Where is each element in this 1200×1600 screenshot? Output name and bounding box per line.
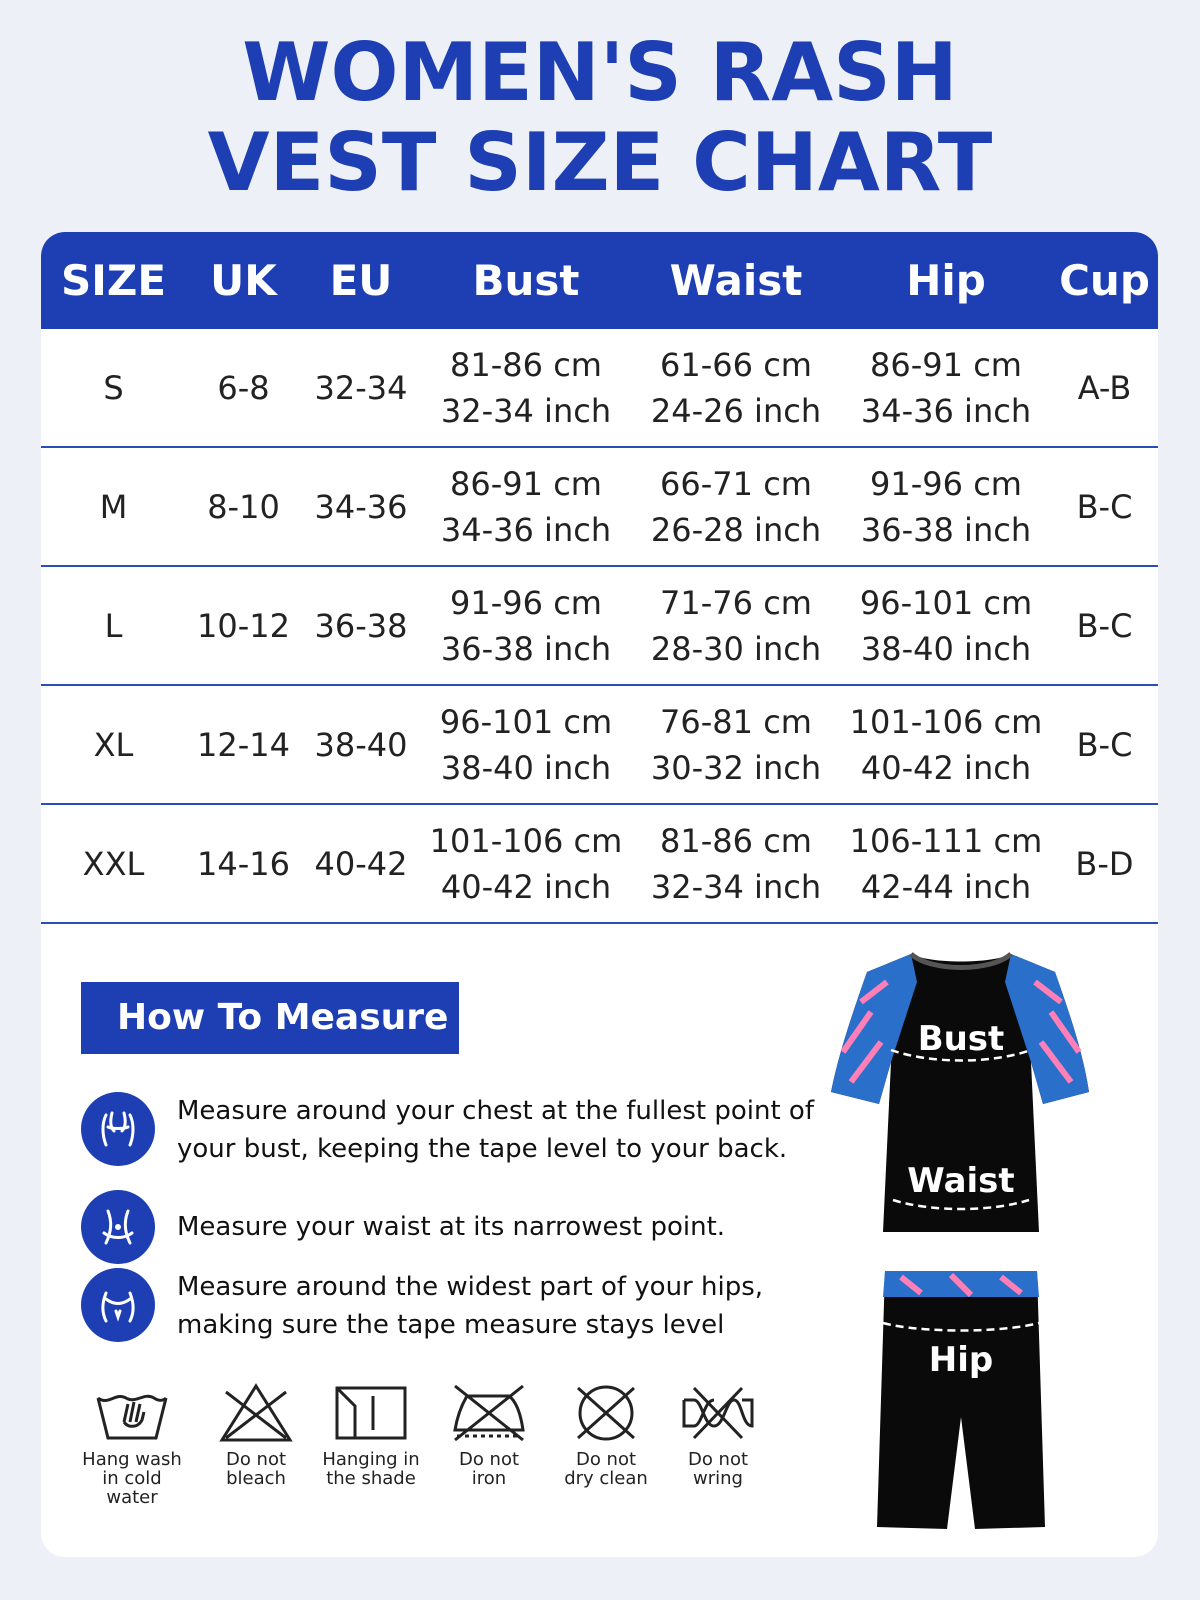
hip-inch: 42-44 inch (860, 868, 1032, 906)
cell-cup: A-B (1077, 369, 1132, 407)
cell-cup: B-C (1076, 726, 1133, 764)
care-item-no-iron (434, 1382, 544, 1488)
step-line: Measure your waist at its narrowest point. (177, 1212, 726, 1242)
table-header (41, 232, 1158, 329)
cell-uk: 6-8 (217, 369, 270, 407)
bust-inch: 40-42 inch (440, 868, 612, 906)
cell-uk: 12-14 (197, 726, 290, 764)
cell-cup: B-D (1075, 845, 1134, 883)
bust-inch: 34-36 inch (440, 511, 612, 549)
cell-size: XXL (82, 845, 145, 883)
hip-inch: 34-36 inch (860, 392, 1032, 430)
cell-size: XL (93, 726, 134, 764)
waist-cm: 81-86 cm (660, 822, 812, 860)
table-row (41, 329, 1158, 448)
title-line-2: VEST SIZE CHART (207, 116, 993, 209)
cell-size: S (103, 369, 124, 407)
measure-step-text (177, 1268, 817, 1344)
waist-inch: 26-28 inch (650, 511, 822, 549)
hip-cm: 96-101 cm (859, 584, 1033, 622)
cell-uk: 8-10 (207, 488, 280, 526)
cell-bust (421, 329, 631, 447)
care-label: Do not dry clean (564, 1449, 648, 1489)
hand-wash-icon (94, 1382, 170, 1444)
how-to-measure-heading: How To Measure (81, 982, 459, 1054)
hip-inch: 36-38 inch (860, 511, 1032, 549)
hip-torso-icon (81, 1268, 155, 1342)
cell-hip (841, 686, 1051, 804)
step-line: Measure around your chest at the fullest point of (177, 1096, 814, 1126)
bust-cm: 86-91 cm (450, 465, 602, 503)
cell-waist (631, 686, 841, 804)
table-row (41, 805, 1158, 924)
waist-inch: 32-34 inch (650, 868, 822, 906)
care-item-no-dry-clean (551, 1382, 661, 1488)
header-size: SIZE (60, 256, 167, 305)
rash-vest-illustration (821, 942, 1101, 1242)
cell-eu: 34-36 (314, 488, 408, 526)
cell-waist (631, 567, 841, 685)
dry-in-shade-icon (333, 1382, 409, 1444)
waist-cm: 71-76 cm (660, 584, 812, 622)
care-item-hand-wash (77, 1382, 187, 1507)
header-eu: EU (329, 256, 393, 305)
care-item-no-wring (663, 1382, 773, 1488)
hip-cm: 86-91 cm (870, 346, 1022, 384)
cell-eu: 40-42 (314, 845, 408, 883)
header-bust: Bust (472, 256, 580, 305)
care-label: Do not wring (687, 1449, 749, 1489)
hip-inch: 38-40 inch (860, 630, 1032, 668)
waist-label: Waist (907, 1161, 1015, 1201)
header-waist: Waist (669, 256, 803, 305)
cell-bust (421, 805, 631, 923)
header-uk: UK (210, 256, 277, 305)
table-row (41, 567, 1158, 686)
hip-inch: 40-42 inch (860, 749, 1032, 787)
page-title (0, 28, 1200, 208)
bust-cm: 81-86 cm (450, 346, 602, 384)
table-row (41, 686, 1158, 805)
waist-cm: 61-66 cm (660, 346, 812, 384)
waist-inch: 30-32 inch (650, 749, 822, 787)
waist-inch: 24-26 inch (650, 392, 822, 430)
cell-uk: 10-12 (197, 607, 290, 645)
care-label: Hanging in the shade (322, 1449, 420, 1489)
cell-hip (841, 567, 1051, 685)
step-line: your bust, keeping the tape level to your back. (177, 1134, 788, 1164)
bust-cm: 96-101 cm (439, 703, 613, 741)
bust-inch: 38-40 inch (440, 749, 612, 787)
waist-torso-icon (81, 1190, 155, 1264)
cell-uk: 14-16 (197, 845, 290, 883)
measure-step-text (177, 1208, 817, 1246)
cell-bust (421, 567, 631, 685)
title-line-1: WOMEN'S RASH (242, 26, 958, 119)
waist-inch: 28-30 inch (650, 630, 822, 668)
cell-waist (631, 329, 841, 447)
bust-inch: 36-38 inch (440, 630, 612, 668)
care-item-no-bleach (201, 1382, 311, 1488)
no-wring-icon (680, 1382, 756, 1444)
bust-inch: 32-34 inch (440, 392, 612, 430)
cell-waist (631, 448, 841, 566)
measure-step-text (177, 1092, 817, 1168)
step-line: Measure around the widest part of your hips, (177, 1272, 764, 1302)
care-label: Do not bleach (225, 1449, 287, 1489)
table-row (41, 448, 1158, 567)
header-cup: Cup (1059, 256, 1150, 305)
waist-cm: 66-71 cm (660, 465, 812, 503)
hip-label: Hip (928, 1340, 994, 1380)
cell-cup: B-C (1076, 488, 1133, 526)
care-item-dry-in-shade (316, 1382, 426, 1488)
size-chart-card (41, 232, 1158, 1557)
cell-hip (841, 329, 1051, 447)
care-label: Hang wash in cold water (82, 1449, 182, 1508)
cell-bust (421, 448, 631, 566)
cell-eu: 36-38 (314, 607, 408, 645)
no-dry-clean-icon (568, 1382, 644, 1444)
cell-size: M (99, 488, 128, 526)
header-hip: Hip (906, 256, 986, 305)
cell-size: L (104, 607, 123, 645)
cell-bust (421, 686, 631, 804)
cell-eu: 38-40 (314, 726, 408, 764)
waist-cm: 76-81 cm (660, 703, 812, 741)
cell-eu: 32-34 (314, 369, 408, 407)
cell-hip (841, 448, 1051, 566)
hip-cm: 106-111 cm (849, 822, 1043, 860)
step-line: making sure the tape measure stays level (177, 1310, 725, 1340)
bust-torso-icon (81, 1092, 155, 1166)
hip-cm: 91-96 cm (870, 465, 1022, 503)
cell-waist (631, 805, 841, 923)
no-iron-icon (451, 1382, 527, 1444)
bust-label: Bust (917, 1019, 1005, 1059)
no-bleach-icon (218, 1382, 294, 1444)
shorts-illustration (861, 1267, 1061, 1547)
cell-hip (841, 805, 1051, 923)
hip-cm: 101-106 cm (849, 703, 1043, 741)
bust-cm: 91-96 cm (450, 584, 602, 622)
care-label: Do not iron (458, 1449, 520, 1489)
cell-cup: B-C (1076, 607, 1133, 645)
bust-cm: 101-106 cm (429, 822, 623, 860)
